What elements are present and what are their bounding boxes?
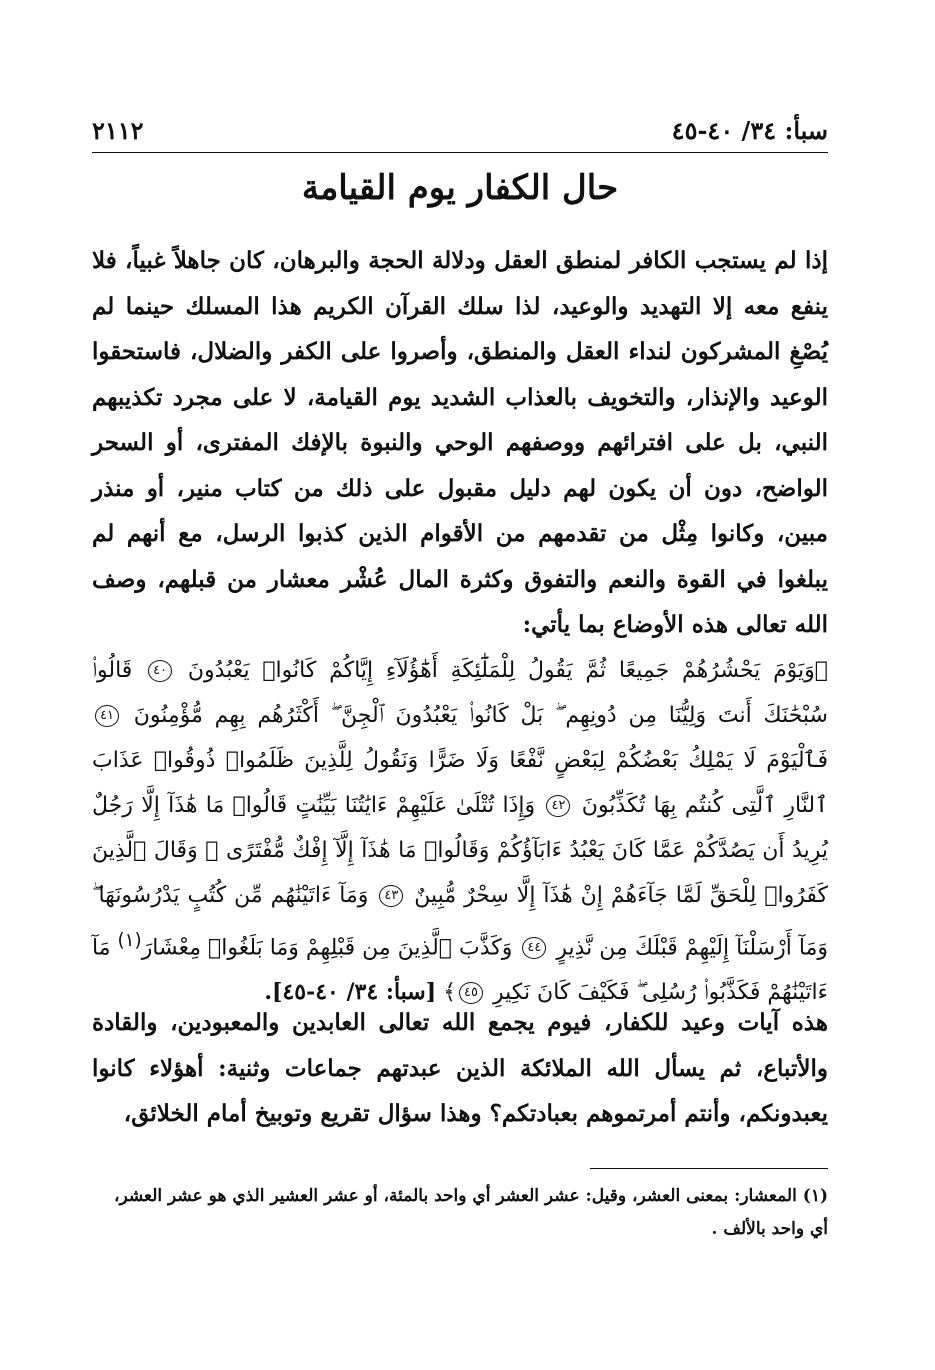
footnote: (١) المعشار: بمعنى العشر، وقيل: عشر العشر أي واحد بالمئة، أو عشر العشير الذي هو عشر العشر، أي واحد بالألف . <box>114 1186 828 1239</box>
quran-seg-6: وَكَذَّبَ ٱلَّذِينَ مِن قَبْلِهِمْ وَمَا بَلَغُوا۟ مِعْشَارَ <box>141 935 513 961</box>
ayah-number-45: ٤٥ <box>459 982 483 1004</box>
footnote-rule <box>590 1168 828 1169</box>
footnote-marker: (١) <box>117 930 142 951</box>
quran-reference: [سبأ: ٣٤/ ٤٠-٤٥]. <box>264 979 437 1006</box>
quran-seg-1: ﴿وَيَوْمَ يَحْشُرُهُمْ جَمِيعًا ثُمَّ يَقُولُ لِلْمَلَٰٓئِكَةِ أَهَٰٓؤُلَآءِ إِيَّاكُمْ كَانُوا۟ يَعْبُدُونَ <box>187 658 829 683</box>
ayah-number-43: ٤٣ <box>379 885 403 907</box>
ayah-number-41: ٤١ <box>95 705 119 727</box>
quran-passage <box>92 648 828 1015</box>
quran-seg-7: مَآ ءَاتَيْنَٰهُمْ فَكَذَّبُوا۟ رُسُلِى ۖ فَكَيْفَ كَانَ نَكِيرِ <box>92 935 828 1006</box>
commentary-paragraph: هذه آيات وعيد للكفار، فيوم يجمع الله تعالى العابدين والمعبودين، والقادة والأتباع، ثم يسأل الله الملائكة الذين عبدتهم جماعات وثنية: أهؤلاء كانوا يعبدونكم، وأنتم أمرتموهم بعبادتكم؟ وهذا سؤال تقريع وتوبيخ أمام الخلائق، <box>92 1009 828 1127</box>
section-title: حال الكفار يوم القيامة <box>301 168 619 208</box>
ayah-number-40: ٤٠ <box>148 660 172 682</box>
ayah-number-44: ٤٤ <box>522 937 546 959</box>
quran-seg-5: وَمَآ ءَاتَيْنَٰهُم مِّن كُتُبٍ يَدْرُسُونَهَا ۖ وَمَآ أَرْسَلْنَآ إِلَيْهِمْ قَبْلَكَ مِن نَّذِيرٍ <box>92 883 828 961</box>
page-number: ٢١١٢ <box>92 116 144 145</box>
quran-seg-2: قَالُوا۟ سُبْحَٰنَكَ أَنتَ وَلِيُّنَا مِن دُونِهِم ۖ بَلْ كَانُوا۟ يَعْبُدُونَ ٱلْجِنَّ ۖ أَكْثَرُهُم بِهِم مُّؤْمِنُونَ <box>92 658 828 728</box>
sura-reference: سبأ: ٣٤/ ٤٠-٤٥ <box>671 116 828 145</box>
running-header <box>92 110 828 150</box>
quran-close-bracket: ﴾ <box>443 980 457 1006</box>
quran-seg-3: فَٱلْيَوْمَ لَا يَمْلِكُ بَعْضُكُمْ لِبَعْضٍ نَّفْعًا وَلَا ضَرًّا وَنَقُولُ لِلَّذِينَ ظَلَمُوا۟ ذُوقُوا۟ عَذَابَ ٱلنَّارِ ٱلَّتِى كُنتُم بِهَا تُكَذِّبُونَ <box>92 748 828 818</box>
intro-paragraph: إذا لم يستجب الكافر لمنطق العقل ودلالة الحجة والبرهان، كان جاهلاً غبياً، فلا ينفع معه إلا التهديد والوعيد، لذا سلك القرآن الكريم هذا المسلك حينما لم يُصْغِ المشركون لنداء العقل والمنطق، وأصروا على الكفر والضلال، فاستحقوا الوعيد والإنذار، والتخويف بالعذاب الشديد يوم القيامة، لا على مجرد تكذيبهم النبي، بل على افترائهم ووصفهم الوحي والنبوة بالإفك المفترى، أو السحر الواضح، دون أن يكون لهم دليل مقبول على ذلك من كتاب منير، أو منذر مبين، وكانوا مِثْل من تقدمهم من الأقوام الذين كذبوا الرسل، مع أنهم لم يبلغوا في القوة والنعم والتفوق وكثرة المال عُشْر معشار من قبلهم، وصف الله تعالى هذه الأوضاع بما يأتي: <box>92 247 828 638</box>
header-rule <box>92 152 828 153</box>
ayah-number-42: ٤٢ <box>546 795 570 817</box>
quran-seg-4: وَإِذَا تُتْلَىٰ عَلَيْهِمْ ءَايَٰتُنَا بَيِّنَٰتٍ قَالُوا۟ مَا هَٰذَآ إِلَّا رَجُلٌ يُرِيدُ أَن يَصُدَّكُمْ عَمَّا كَانَ يَعْبُدُ ءَابَآؤُكُمْ وَقَالُوا۟ مَا هَٰذَآ إِلَّآ إِفْكٌ مُّفْتَرًى ۚ وَقَالَ ٱلَّذِينَ كَفَرُوا۟ لِلْحَقِّ لَمَّا جَآءَهُمْ إِنْ هَٰذَآ إِلَّا سِحْرٌ مُّبِينٌ <box>92 793 829 908</box>
